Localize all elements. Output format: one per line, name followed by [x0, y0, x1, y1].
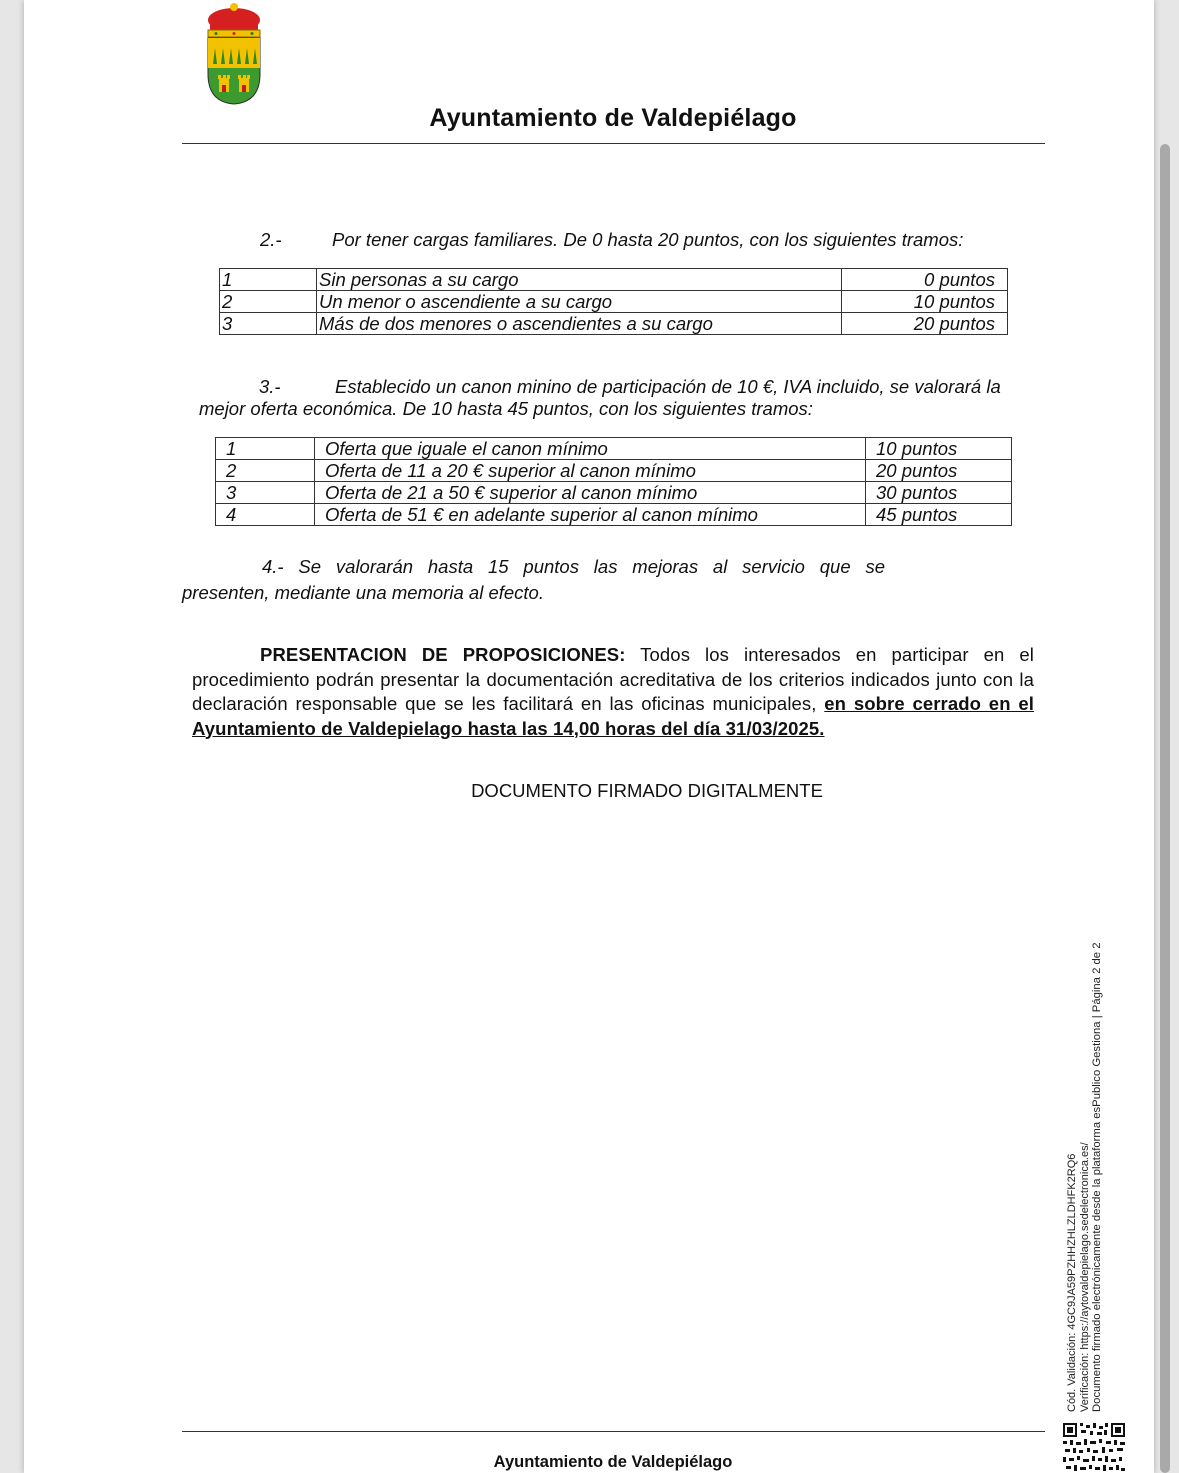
row-number: 3	[220, 313, 317, 335]
digital-signature-notice: DOCUMENTO FIRMADO DIGITALMENTE	[471, 780, 823, 801]
verification-sidebar	[1066, 937, 1104, 1412]
validation-code: Cód. Validación: 4GC9JA59PZHHZHLZLDHFK2RQ6	[1066, 1153, 1078, 1412]
section-4-line-1: 4.- Se valorarán hasta 15 puntos las mejoras al servicio que se	[262, 556, 885, 577]
coat-of-arms-logo	[202, 2, 266, 106]
family-points-table	[219, 268, 1008, 335]
verification-url: Verificación: https://aytovaldepielago.sedelectronica.es/	[1078, 1142, 1091, 1412]
row-number: 1	[220, 269, 317, 291]
row-description: Sin personas a su cargo	[317, 269, 842, 291]
row-description: Oferta que iguale el canon mínimo	[315, 438, 866, 460]
row-number: 3	[216, 482, 315, 504]
section-3-number: 3.-	[259, 376, 281, 397]
presentation-paragraph	[192, 643, 1034, 741]
page-title: Ayuntamiento de Valdepiélago	[429, 104, 797, 132]
row-number: 2	[216, 460, 315, 482]
section-2-paragraph	[260, 229, 963, 251]
row-number: 1	[216, 438, 315, 460]
row-description: Un menor o ascendiente a su cargo	[317, 291, 842, 313]
offer-points-table	[215, 437, 1012, 526]
row-points: 45 puntos	[866, 504, 1012, 526]
section-2-number: 2.-	[260, 229, 282, 250]
row-description: Más de dos menores o ascendientes a su cargo	[317, 313, 842, 335]
section-3-paragraph	[199, 376, 1033, 420]
header-divider	[182, 143, 1045, 144]
vertical-scrollbar[interactable]	[1160, 144, 1170, 1473]
row-description: Oferta de 51 € en adelante superior al canon mínimo	[315, 504, 866, 526]
table-row	[216, 460, 1012, 482]
table-row	[216, 504, 1012, 526]
presentation-deadline: en sobre cerrado en el Ayuntamiento de Valdepielago hasta las 14,00 horas del día 31/03/2025.	[192, 693, 1034, 739]
table-row	[220, 313, 1008, 335]
section-2-text: Por tener cargas familiares. De 0 hasta 20 puntos, con los siguientes tramos:	[332, 229, 964, 250]
row-points: 20 puntos	[842, 313, 1008, 335]
row-number: 2	[220, 291, 317, 313]
presentation-body: Todos los interesados en participar en el procedimiento podrán presentar la documentación acreditativa de los criterios indicados junto con la declaración responsable que se les facilitará en las oficinas municipales,	[192, 644, 1034, 714]
table-row	[220, 269, 1008, 291]
section-3-line-1: Establecido un canon minino de participación de 10 €, IVA incluido, se valorará la	[335, 376, 1001, 397]
row-points: 20 puntos	[866, 460, 1012, 482]
row-number: 4	[216, 504, 315, 526]
presentation-heading: PRESENTACION DE PROPOSICIONES:	[260, 644, 626, 665]
document-page	[24, 0, 1154, 1473]
section-3-line-2: mejor oferta económica. De 10 hasta 45 puntos, con los siguientes tramos:	[199, 398, 813, 419]
section-4-line-2: presenten, mediante una memoria al efecto.	[182, 582, 544, 603]
row-points: 0 puntos	[842, 269, 1008, 291]
row-description: Oferta de 11 a 20 € superior al canon mínimo	[315, 460, 866, 482]
platform-notice: Documento firmado electrónicamente desde la plataforma esPublico Gestiona | Página 2 de 2	[1091, 942, 1103, 1412]
table-row	[216, 438, 1012, 460]
row-points: 10 puntos	[866, 438, 1012, 460]
row-points: 10 puntos	[842, 291, 1008, 313]
table-row	[220, 291, 1008, 313]
table-row	[216, 482, 1012, 504]
row-points: 30 puntos	[866, 482, 1012, 504]
footer-divider	[182, 1431, 1045, 1432]
row-description: Oferta de 21 a 50 € superior al canon mínimo	[315, 482, 866, 504]
footer-title: Ayuntamiento de Valdepiélago	[493, 1453, 733, 1471]
qr-code	[1062, 1422, 1126, 1473]
